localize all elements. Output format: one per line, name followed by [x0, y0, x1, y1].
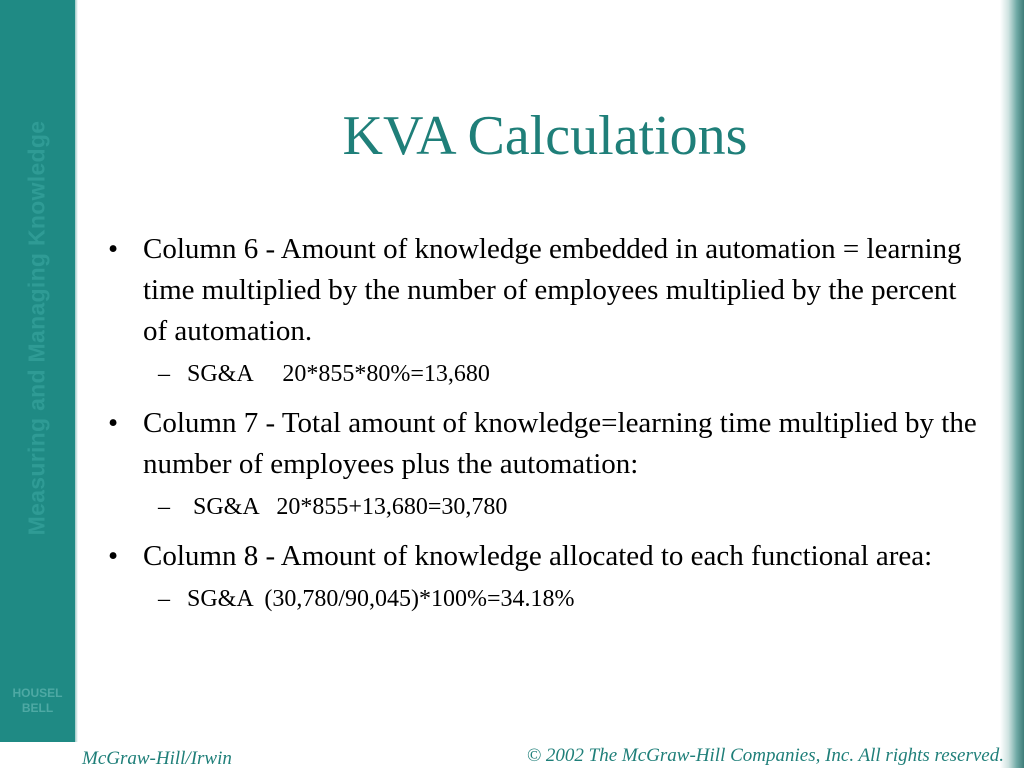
right-border	[1000, 0, 1024, 768]
sub-bullet-text: SG&A 20*855+13,680=30,780	[187, 494, 508, 520]
sub-bullet-item	[100, 584, 980, 614]
author-line-2: BELL	[21, 701, 54, 715]
sub-bullet-text: SG&A (30,780/90,045)*100%=34.18%	[187, 586, 575, 612]
dash-icon: –	[158, 361, 170, 387]
bullet-item	[100, 536, 980, 577]
bullet-icon: •	[108, 540, 119, 572]
sidebar-vertical-title: Measuring and Managing Knowledge	[23, 120, 50, 536]
sub-bullet-item	[100, 359, 980, 389]
bullet-text: Column 8 - Amount of knowledge allocated to each functional area:	[143, 540, 933, 572]
bullet-icon: •	[108, 233, 119, 265]
dash-icon: –	[158, 494, 170, 520]
slide-content	[100, 229, 980, 628]
bullet-text: Column 7 - Total amount of knowledge=learning time multiplied by the number of employees plus the automation:	[143, 407, 977, 480]
footer-publisher: McGraw-Hill/Irwin	[82, 748, 232, 769]
sub-bullet-text: SG&A 20*855*80%=13,680	[187, 361, 490, 387]
footer-copyright: © 2002 The McGraw-Hill Companies, Inc. All rights reserved.	[526, 745, 1004, 766]
author-mark	[0, 686, 75, 716]
sub-bullet-item	[100, 492, 980, 522]
bullet-icon: •	[108, 407, 119, 439]
bullet-text: Column 6 - Amount of knowledge embedded in automation = learning time multiplied by the number of employees multiplied by the percent of automation.	[143, 233, 962, 347]
author-line-1: HOUSEL	[12, 686, 63, 700]
dash-icon: –	[158, 586, 170, 612]
sidebar-edge	[75, 0, 78, 742]
slide-title: KVA Calculations	[342, 105, 748, 167]
bullet-item	[100, 229, 980, 352]
left-sidebar	[0, 0, 75, 742]
bullet-item	[100, 403, 980, 485]
